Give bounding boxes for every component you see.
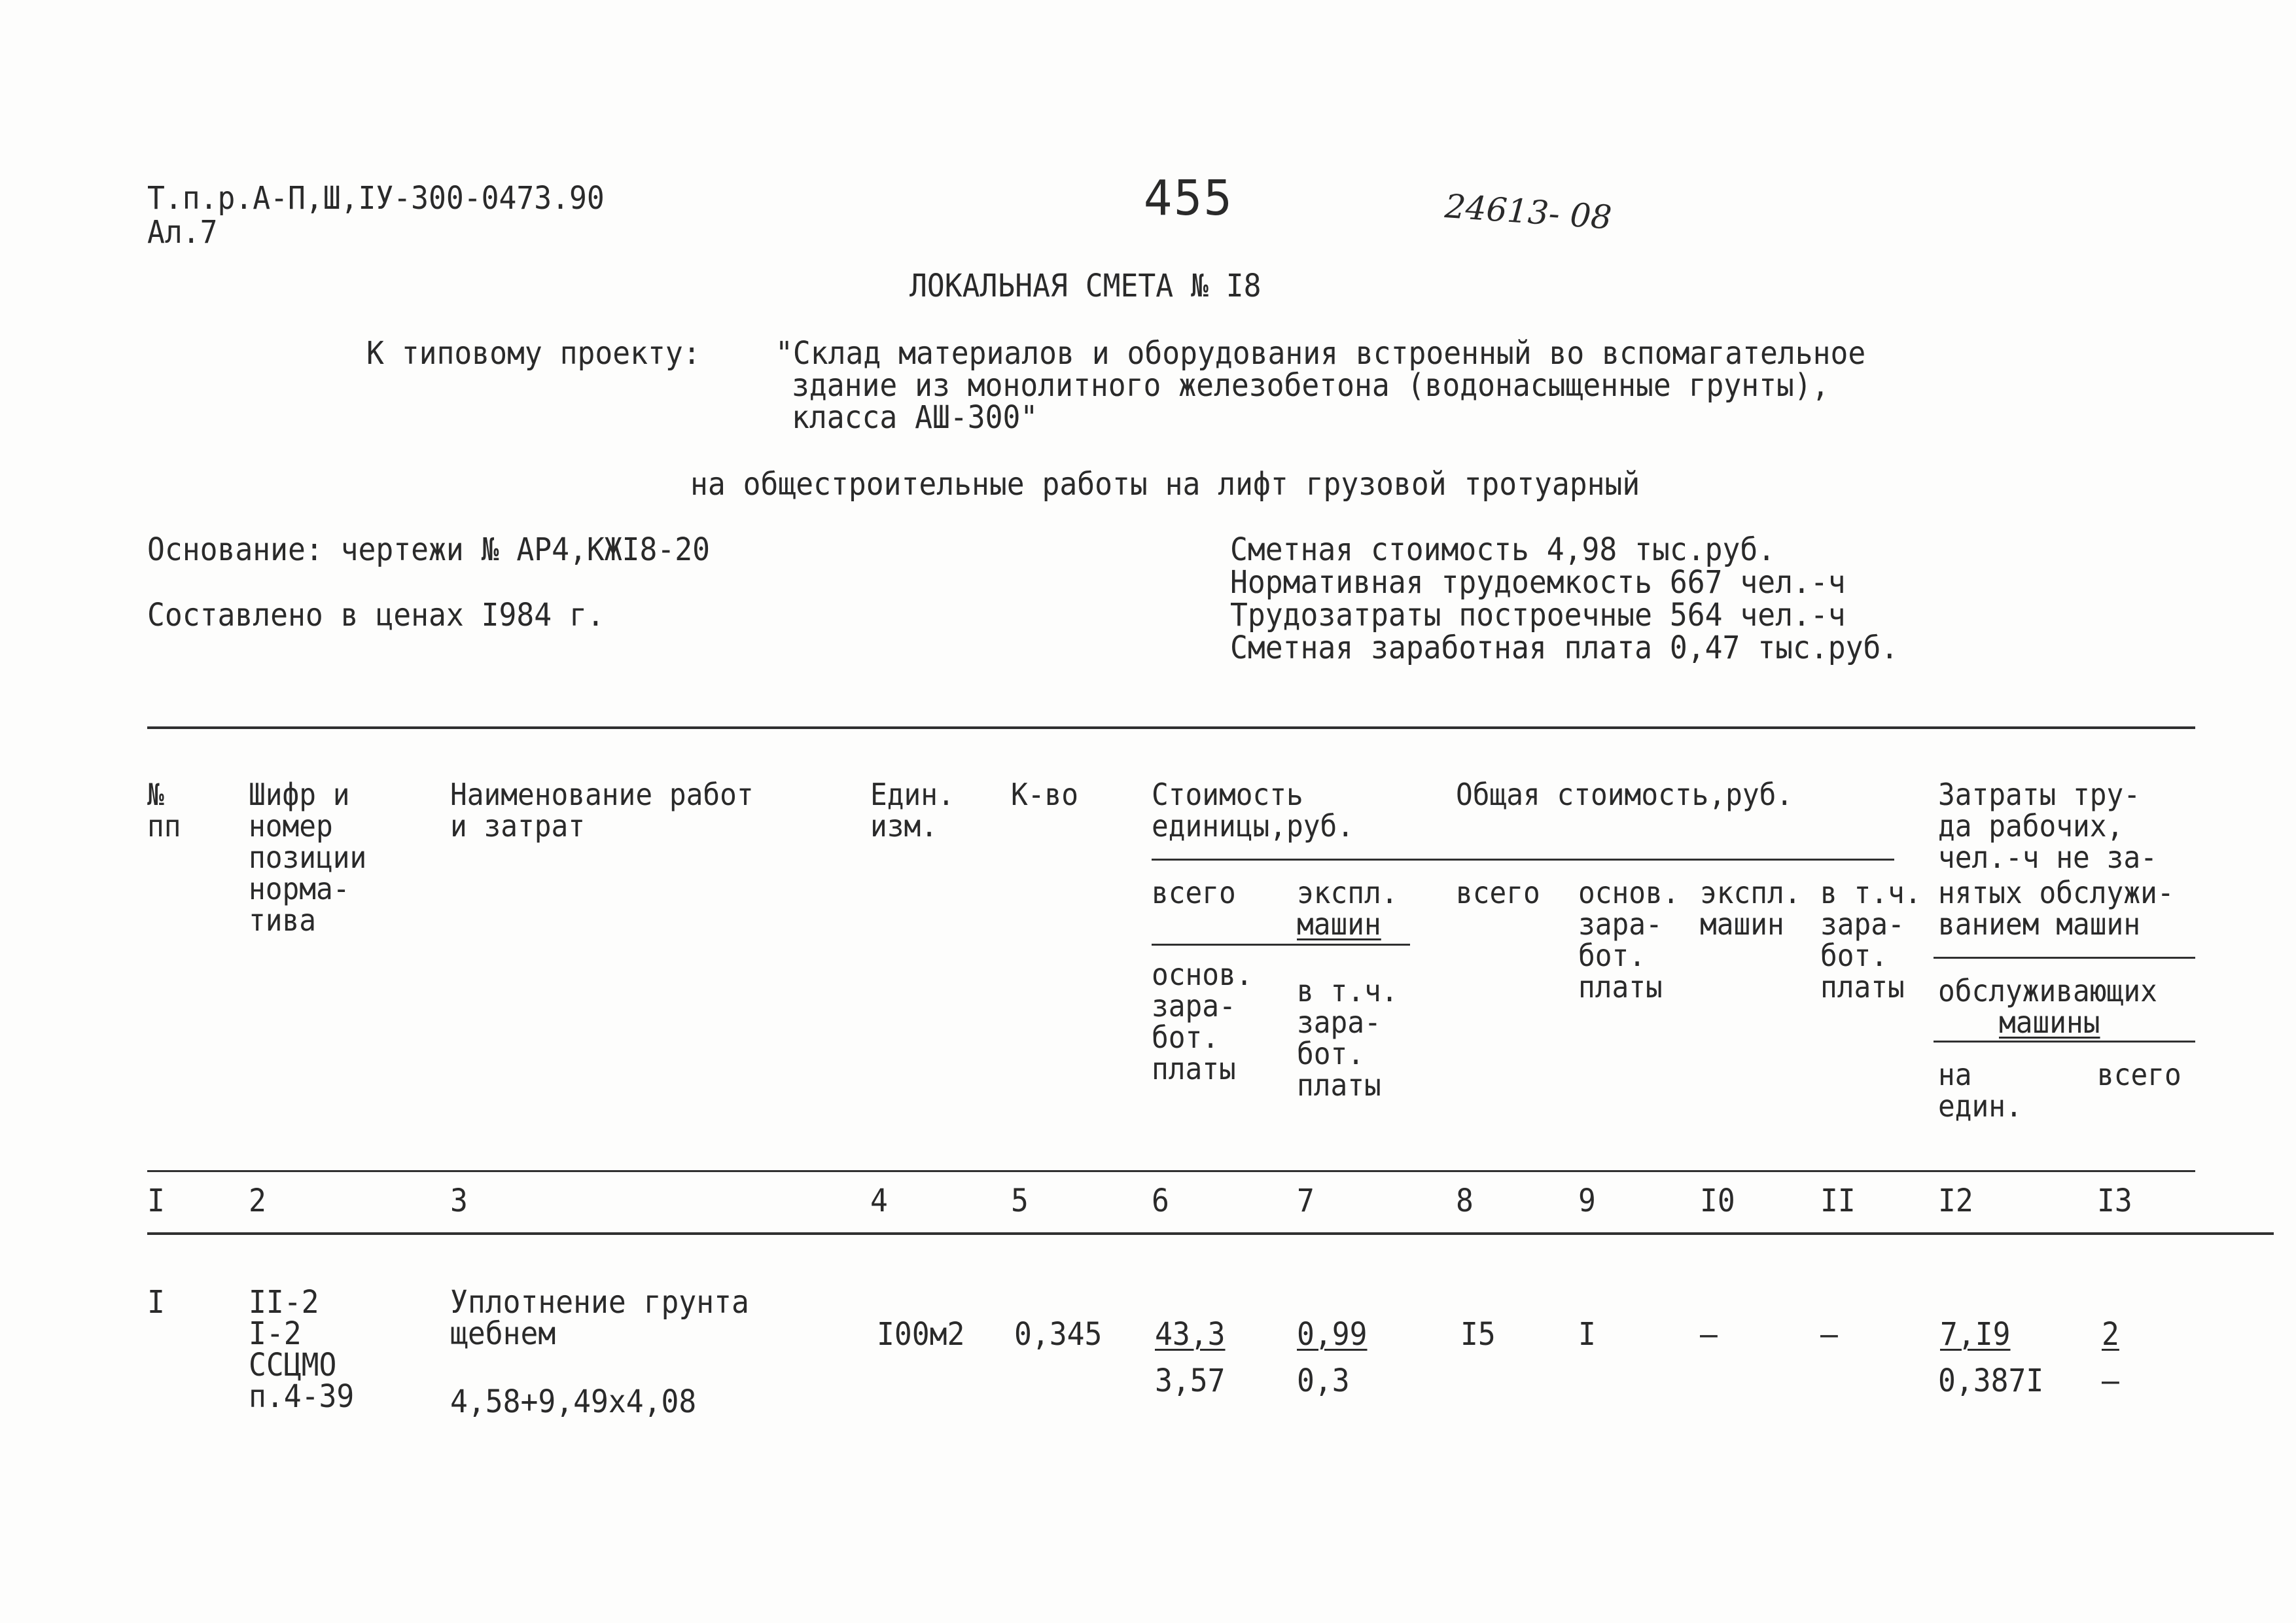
column-number: I2: [1938, 1183, 1973, 1219]
header-unit: изм.: [870, 808, 938, 844]
row-formula: 4,58+9,49х4,08: [450, 1383, 697, 1420]
summary-line: Трудозатраты построечные 564 чел.-ч: [1230, 597, 1846, 633]
row-code: ССЦМО: [249, 1347, 337, 1383]
row-qty: 0,345: [1014, 1316, 1103, 1353]
column-number: I3: [2097, 1183, 2132, 1219]
summary-line: Сметная стоимость 4,98 тыс.руб.: [1230, 531, 1776, 568]
column-number: 4: [870, 1183, 888, 1219]
project-prefix: К типовому проекту:: [366, 335, 701, 372]
project-line: класса АШ-300": [792, 399, 1038, 436]
header-unit-machines-wage: бот.: [1297, 1036, 1365, 1071]
header-unit-cost: Стоимость: [1152, 777, 1303, 812]
header-code: номер: [249, 808, 333, 844]
header-rule: [1934, 957, 2195, 959]
column-number: I0: [1700, 1183, 1735, 1219]
column-number: 7: [1297, 1183, 1315, 1219]
price-level: Составлено в ценах I984 г.: [147, 597, 605, 633]
header-unit-machines: машин: [1297, 906, 1381, 942]
header-qty: К-во: [1011, 777, 1079, 812]
header-unit-total: всего: [1152, 875, 1236, 910]
row-unit-total: 43,3: [1155, 1316, 1226, 1353]
column-number: I: [147, 1183, 165, 1219]
header-labor: Затраты тру-: [1938, 777, 2141, 812]
handwritten-number: 24613- 08: [1443, 187, 1614, 237]
row-total-machines: –: [1700, 1316, 1718, 1353]
summary-line: Нормативная трудоемкость 667 чел.-ч: [1230, 564, 1846, 601]
header-total-machines-wage: платы: [1820, 969, 1905, 1005]
row-total: I5: [1460, 1316, 1496, 1353]
header-total: всего: [1456, 875, 1540, 910]
column-number: 8: [1456, 1183, 1474, 1219]
header-labor: ванием машин: [1938, 906, 2141, 942]
header-unit: Един.: [870, 777, 955, 812]
album-number: Ал.7: [147, 214, 218, 251]
header-bottom-rule: [147, 1170, 2195, 1172]
row-code: I-2: [249, 1315, 302, 1352]
header-name: Наименование работ: [450, 777, 754, 812]
header-code: позиции: [249, 840, 367, 875]
header-total-machines: экспл.: [1700, 875, 1801, 910]
header-labor: нятых обслужи-: [1938, 875, 2174, 910]
row-unit: I00м2: [877, 1316, 965, 1353]
column-number: 3: [450, 1183, 468, 1219]
header-unit-machines: экспл.: [1297, 875, 1398, 910]
header-total-wage: зара-: [1578, 906, 1663, 942]
column-number: 2: [249, 1183, 266, 1219]
row-name: щебнем: [450, 1315, 556, 1352]
document-code: Т.п.р.А-П,Ш,IУ-300-0473.90: [147, 180, 605, 217]
row-unit-machines: 0,99: [1297, 1316, 1368, 1353]
row-number: I: [147, 1284, 165, 1321]
header-total-wage: бот.: [1578, 938, 1646, 973]
row-unit-machines-wage: 0,3: [1297, 1363, 1350, 1399]
header-labor: чел.-ч не за-: [1938, 840, 2157, 875]
project-line: "Склад материалов и оборудования встроенный во вспомагательное: [775, 335, 1866, 372]
column-number: 9: [1578, 1183, 1596, 1219]
row-labor-total-machines: –: [2102, 1363, 2119, 1399]
header-rule: [1152, 859, 1894, 861]
header-unit-machines-wage: в т.ч.: [1297, 973, 1398, 1008]
summary-line: Сметная заработная плата 0,47 тыс.руб.: [1230, 630, 1899, 666]
header-labor-machines: машины: [1999, 1005, 2100, 1040]
header-unit-cost: единицы,руб.: [1152, 808, 1354, 844]
header-name: и затрат: [450, 808, 586, 844]
page-number: 455: [1144, 170, 1233, 226]
row-unit-wage: 3,57: [1155, 1363, 1226, 1399]
header-labor-machines: обслуживающих: [1938, 973, 2157, 1008]
header-labor-total: всего: [2097, 1057, 2181, 1092]
header-labor: да рабочих,: [1938, 808, 2124, 844]
header-unit-wage: бот.: [1152, 1020, 1220, 1055]
header-total-wage: платы: [1578, 969, 1663, 1005]
header-num: №: [147, 777, 164, 812]
header-num: пп: [147, 808, 181, 844]
header-total-machines: машин: [1700, 906, 1784, 942]
header-total-machines-wage: зара-: [1820, 906, 1905, 942]
header-rule: [1934, 1041, 2195, 1043]
estimate-title: ЛОКАЛЬНАЯ СМЕТА № I8: [910, 268, 1262, 304]
basis-drawings: Основание: чертежи № АР4,КЖI8-20: [147, 531, 711, 568]
header-total-machines-wage: в т.ч.: [1820, 875, 1922, 910]
column-number-rule: [147, 1232, 2274, 1235]
row-labor-total: 2: [2102, 1316, 2119, 1353]
header-total-cost: Общая стоимость,руб.: [1456, 777, 1793, 812]
header-unit-wage: зара-: [1152, 988, 1236, 1024]
header-unit-machines-wage: платы: [1297, 1067, 1381, 1103]
column-number: 5: [1011, 1183, 1029, 1219]
row-labor-unit: 7,I9: [1940, 1316, 2011, 1353]
row-total-wage: I: [1578, 1316, 1596, 1353]
row-total-machines-wage: –: [1820, 1316, 1838, 1353]
header-labor-unit: на: [1938, 1057, 1972, 1092]
row-name: Уплотнение грунта: [450, 1284, 749, 1321]
header-unit-wage: платы: [1152, 1051, 1236, 1086]
row-code: п.4-39: [249, 1378, 355, 1415]
header-total-wage: основ.: [1578, 875, 1680, 910]
header-labor-unit: един.: [1938, 1088, 2022, 1124]
header-unit-wage: основ.: [1152, 957, 1253, 992]
header-unit-machines-wage: зара-: [1297, 1005, 1381, 1040]
header-code: Шифр и: [249, 777, 350, 812]
works-description: на общестроительные работы на лифт грузовой тротуарный: [690, 466, 1640, 503]
row-labor-unit-machines: 0,387I: [1938, 1363, 2044, 1399]
column-number: 6: [1152, 1183, 1169, 1219]
row-code: II-2: [249, 1284, 319, 1321]
header-rule: [1152, 944, 1410, 946]
header-code: норма-: [249, 871, 350, 906]
column-number: II: [1820, 1183, 1856, 1219]
header-code: тива: [249, 902, 317, 938]
table-top-rule: [147, 726, 2195, 729]
project-line: здание из монолитного железобетона (водонасыщенные грунты),: [792, 367, 1829, 404]
header-total-machines-wage: бот.: [1820, 938, 1888, 973]
